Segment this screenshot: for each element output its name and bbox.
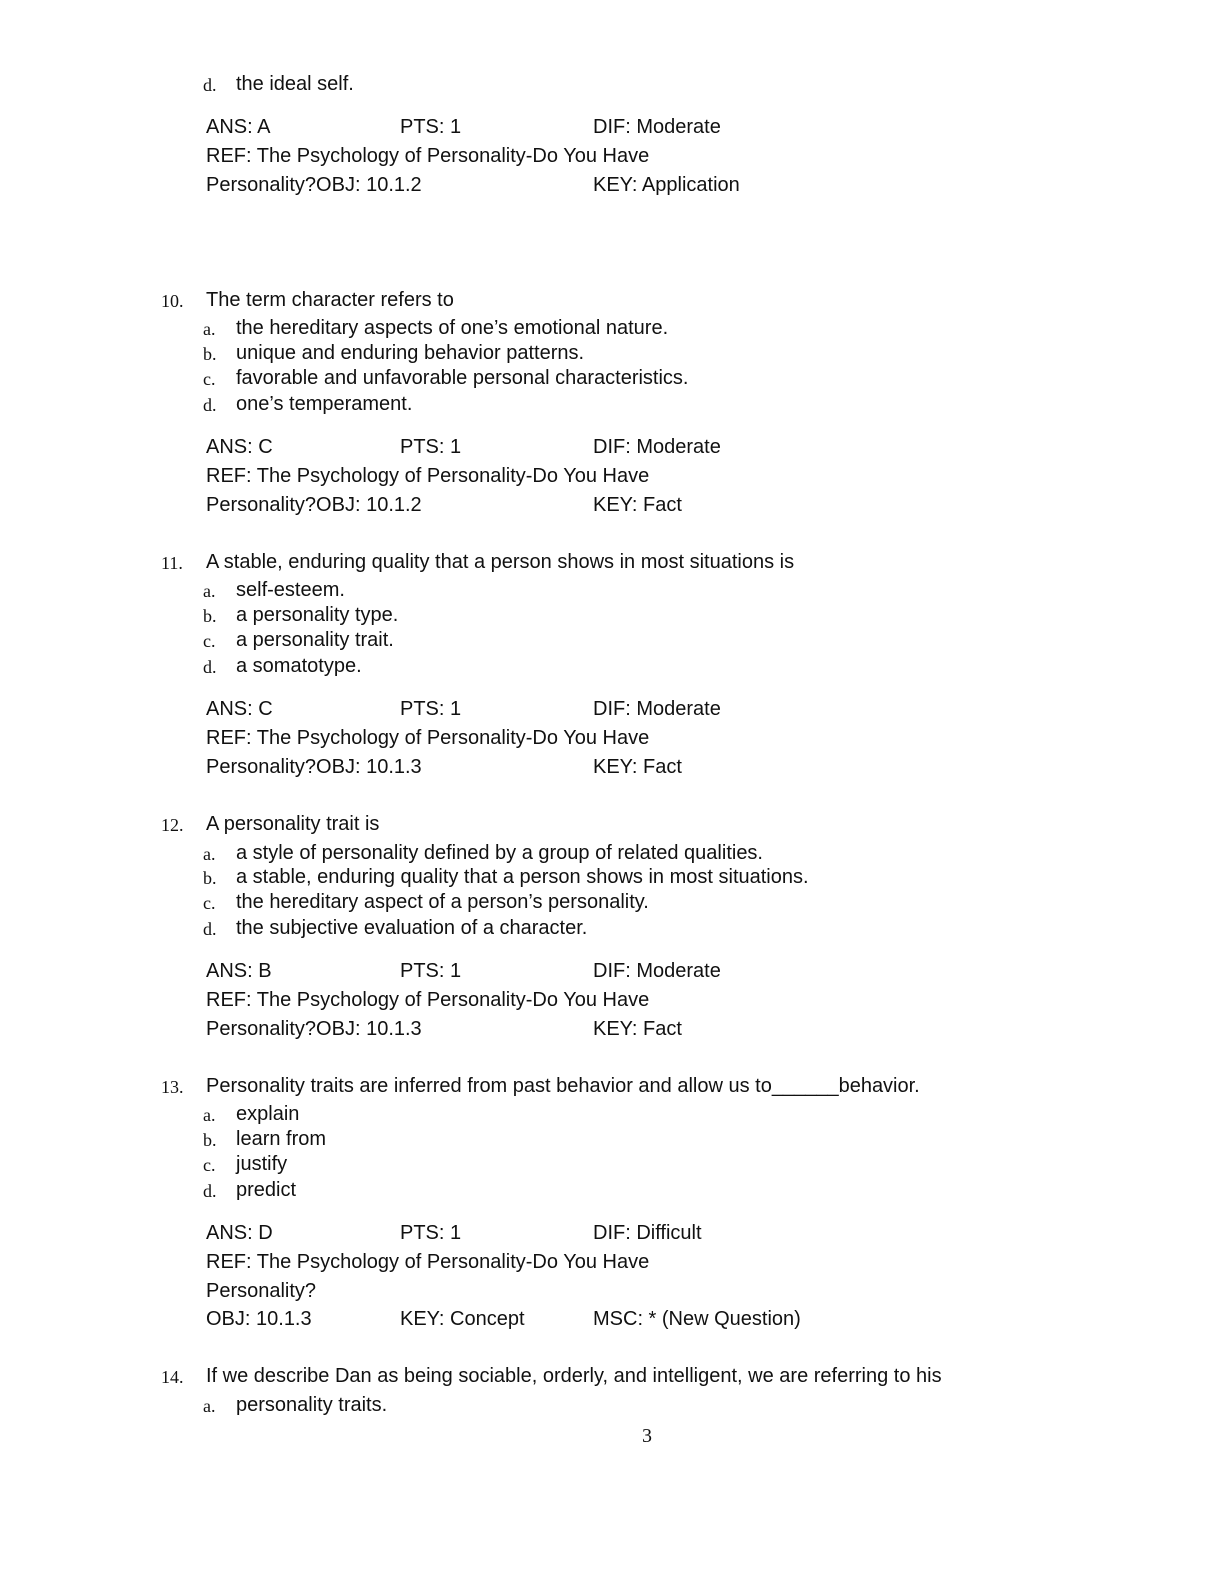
reference-field: REF: The Psychology of Personality-Do You Have [206, 145, 650, 167]
option-letter: b. [203, 868, 217, 888]
option-letter: a. [203, 581, 216, 601]
answer-field: ANS: D [206, 1222, 273, 1244]
question-stem: If we describe Dan as being sociable, orderly, and intelligent, we are referring to his [206, 1365, 942, 1387]
option-letter: d. [203, 395, 217, 415]
option-letter: d. [203, 657, 217, 677]
option-text: the subjective evaluation of a character. [236, 917, 588, 939]
question-number: 13. [161, 1077, 184, 1097]
question-number: 10. [161, 291, 184, 311]
option-letter: b. [203, 606, 217, 626]
points-field: PTS: 1 [400, 698, 462, 720]
option-text: the ideal self. [236, 73, 354, 95]
option-text: explain [236, 1103, 300, 1125]
option-text: learn from [236, 1128, 327, 1150]
option-text: the hereditary aspects of one’s emotional nature. [236, 317, 669, 339]
answer-field: ANS: A [206, 116, 271, 138]
option-text: favorable and unfavorable personal characteristics. [236, 367, 689, 389]
option-letter: a. [203, 1105, 216, 1125]
points-field: PTS: 1 [400, 436, 462, 458]
option-text: a somatotype. [236, 655, 362, 677]
objective-field: Personality?OBJ: 10.1.3 [206, 756, 422, 778]
question-stem: A stable, enduring quality that a person shows in most situations is [206, 551, 795, 573]
option-text: the hereditary aspect of a person’s personality. [236, 891, 649, 913]
difficulty-field: DIF: Moderate [593, 436, 721, 458]
difficulty-field: DIF: Moderate [593, 116, 721, 138]
difficulty-field: DIF: Moderate [593, 960, 721, 982]
option-text: one’s temperament. [236, 393, 413, 415]
answer-field: ANS: C [206, 698, 273, 720]
option-text: self-esteem. [236, 579, 345, 601]
option-text: a personality type. [236, 604, 399, 626]
misc-field: MSC: * (New Question) [593, 1308, 801, 1330]
points-field: PTS: 1 [400, 1222, 462, 1244]
reference-continuation: Personality? [206, 1280, 317, 1302]
key-field: KEY: Fact [593, 494, 682, 516]
objective-field: OBJ: 10.1.3 [206, 1308, 312, 1330]
key-field: KEY: Fact [593, 1018, 682, 1040]
option-letter: a. [203, 1396, 216, 1416]
option-letter: c. [203, 369, 216, 389]
option-letter: c. [203, 1155, 216, 1175]
points-field: PTS: 1 [400, 116, 462, 138]
question-stem: Personality traits are inferred from past behavior and allow us to______behavior. [206, 1075, 920, 1097]
reference-field: REF: The Psychology of Personality-Do You Have [206, 465, 650, 487]
option-text: personality traits. [236, 1394, 388, 1416]
difficulty-field: DIF: Moderate [593, 698, 721, 720]
option-letter: d. [203, 1181, 217, 1201]
question-number: 11. [161, 553, 183, 573]
key-field: KEY: Application [593, 174, 740, 196]
objective-field: Personality?OBJ: 10.1.2 [206, 174, 422, 196]
option-letter: b. [203, 1130, 217, 1150]
option-letter: a. [203, 844, 216, 864]
page-number: 3 [642, 1425, 652, 1447]
question-number: 12. [161, 815, 184, 835]
key-field: KEY: Fact [593, 756, 682, 778]
option-letter: a. [203, 319, 216, 339]
answer-field: ANS: C [206, 436, 273, 458]
option-text: justify [236, 1153, 288, 1175]
option-text: unique and enduring behavior patterns. [236, 342, 585, 364]
objective-field: Personality?OBJ: 10.1.3 [206, 1018, 422, 1040]
question-stem: A personality trait is [206, 813, 380, 835]
option-letter: d. [203, 75, 217, 95]
reference-field: REF: The Psychology of Personality-Do You Have [206, 1251, 650, 1273]
question-number: 14. [161, 1367, 184, 1387]
option-text: a style of personality defined by a group of related qualities. [236, 842, 763, 864]
question-stem: The term character refers to [206, 289, 454, 311]
option-letter: b. [203, 344, 217, 364]
points-field: PTS: 1 [400, 960, 462, 982]
option-text: a personality trait. [236, 629, 394, 651]
difficulty-field: DIF: Difficult [593, 1222, 702, 1244]
key-field: KEY: Concept [400, 1308, 525, 1330]
option-letter: d. [203, 919, 217, 939]
option-text: a stable, enduring quality that a person shows in most situations. [236, 866, 809, 888]
reference-field: REF: The Psychology of Personality-Do You Have [206, 989, 650, 1011]
option-letter: c. [203, 893, 216, 913]
option-text: predict [236, 1179, 297, 1201]
option-letter: c. [203, 631, 216, 651]
answer-field: ANS: B [206, 960, 272, 982]
reference-field: REF: The Psychology of Personality-Do You Have [206, 727, 650, 749]
objective-field: Personality?OBJ: 10.1.2 [206, 494, 422, 516]
